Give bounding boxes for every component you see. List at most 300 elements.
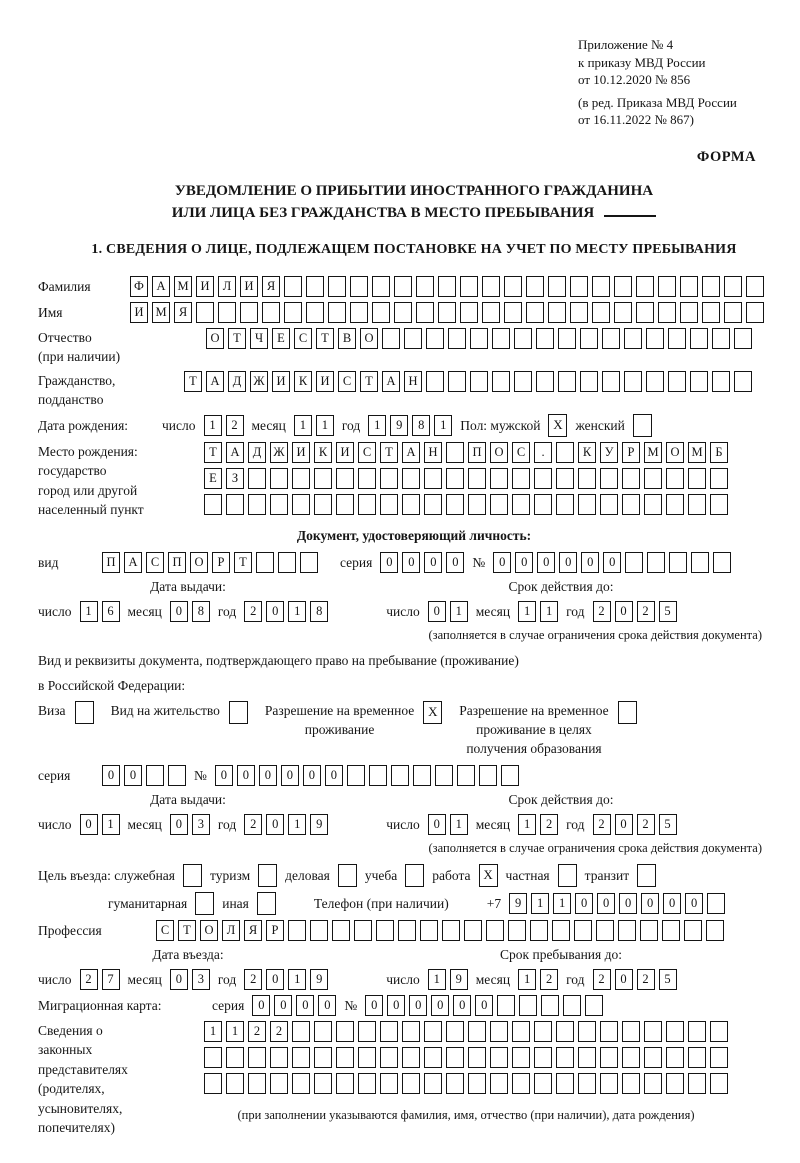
profession-cell[interactable] (706, 920, 724, 941)
purpose-transit-checkbox[interactable] (637, 864, 656, 887)
res-number-cell[interactable] (479, 765, 497, 786)
mc-number-cell[interactable]: 0 (409, 995, 427, 1016)
surname-cell[interactable] (416, 276, 434, 297)
legal-reps-row2-cell[interactable] (226, 1047, 244, 1068)
doc-number-cell[interactable]: 0 (559, 552, 577, 573)
citizenship-cell[interactable] (690, 371, 708, 392)
birth-place-row1-cell[interactable]: И (292, 442, 310, 463)
purpose-work-checkbox[interactable]: X (479, 864, 498, 887)
res-series-cell[interactable]: 0 (102, 765, 120, 786)
legal-reps-row3-cell[interactable] (490, 1073, 508, 1094)
entry-year-cell[interactable]: 2 (244, 969, 262, 990)
identity-valid-day-cell[interactable]: 0 (428, 601, 446, 622)
patronymic-cell[interactable] (602, 328, 620, 349)
doc-number-cell[interactable] (713, 552, 731, 573)
doc-number-cell[interactable]: 0 (603, 552, 621, 573)
doc-series-cell[interactable]: 0 (446, 552, 464, 573)
citizenship-cell[interactable]: И (316, 371, 334, 392)
res-number-cell[interactable]: 0 (237, 765, 255, 786)
legal-reps-row3-cell[interactable] (226, 1073, 244, 1094)
birth-place-row1-cell[interactable]: Д (248, 442, 266, 463)
patronymic-cell[interactable] (470, 328, 488, 349)
patronymic-cell[interactable] (514, 328, 532, 349)
birth-year-cell[interactable]: 8 (412, 415, 430, 436)
patronymic-cell[interactable] (690, 328, 708, 349)
profession-cell[interactable] (354, 920, 372, 941)
legal-reps-row1-cell[interactable] (556, 1021, 574, 1042)
birth-place-row3-cell[interactable] (468, 494, 486, 515)
birth-place-row2-cell[interactable]: З (226, 468, 244, 489)
legal-reps-row1-cell[interactable] (600, 1021, 618, 1042)
given-name-cell[interactable] (724, 302, 742, 323)
patronymic-cell[interactable] (492, 328, 510, 349)
phone-cell[interactable]: 0 (685, 893, 703, 914)
surname-cell[interactable] (394, 276, 412, 297)
birth-year-cell[interactable]: 9 (390, 415, 408, 436)
given-name-cell[interactable] (262, 302, 280, 323)
identity-issue-day-cell[interactable]: 1 (80, 601, 98, 622)
legal-reps-row3-cell[interactable] (512, 1073, 530, 1094)
legal-reps-row3-cell[interactable] (556, 1073, 574, 1094)
surname-cell[interactable] (592, 276, 610, 297)
res-number-cell[interactable]: 0 (215, 765, 233, 786)
residence-valid-year-cell[interactable]: 0 (615, 814, 633, 835)
birth-place-row2-cell[interactable] (688, 468, 706, 489)
patronymic-cell[interactable]: О (360, 328, 378, 349)
legal-reps-row2-cell[interactable] (424, 1047, 442, 1068)
birth-place-row1-cell[interactable]: О (490, 442, 508, 463)
purpose-humanitarian-checkbox[interactable] (195, 892, 214, 915)
birth-place-row2-cell[interactable] (666, 468, 684, 489)
entry-day-cell[interactable]: 2 (80, 969, 98, 990)
given-name-cell[interactable] (658, 302, 676, 323)
given-name-cell[interactable] (218, 302, 236, 323)
legal-reps-row1-cell[interactable] (358, 1021, 376, 1042)
res-number-cell[interactable] (391, 765, 409, 786)
birth-place-row3-cell[interactable] (292, 494, 310, 515)
birth-place-row1-cell[interactable]: К (314, 442, 332, 463)
entry-month-cell[interactable]: 3 (192, 969, 210, 990)
citizenship-cell[interactable] (536, 371, 554, 392)
doc-number-cell[interactable] (625, 552, 643, 573)
legal-reps-row2-cell[interactable] (248, 1047, 266, 1068)
stay-month-cell[interactable]: 1 (518, 969, 536, 990)
birth-day-cell[interactable]: 1 (204, 415, 222, 436)
given-name-cell[interactable] (702, 302, 720, 323)
phone-cell[interactable]: 0 (597, 893, 615, 914)
given-name-cell[interactable] (196, 302, 214, 323)
birth-place-row3-cell[interactable] (622, 494, 640, 515)
surname-cell[interactable]: Л (218, 276, 236, 297)
given-name-cell[interactable] (350, 302, 368, 323)
birth-place-row3-cell[interactable] (688, 494, 706, 515)
residence-issue-year-cell[interactable]: 9 (310, 814, 328, 835)
given-name-cell[interactable] (680, 302, 698, 323)
doc-series-cell[interactable]: 0 (402, 552, 420, 573)
identity-issue-month-cell[interactable]: 0 (170, 601, 188, 622)
profession-cell[interactable] (662, 920, 680, 941)
birth-place-row2-cell[interactable] (270, 468, 288, 489)
legal-reps-row1-cell[interactable] (622, 1021, 640, 1042)
birth-place-row3-cell[interactable] (534, 494, 552, 515)
surname-cell[interactable]: И (240, 276, 258, 297)
profession-cell[interactable] (464, 920, 482, 941)
residence-valid-year-cell[interactable]: 2 (637, 814, 655, 835)
mc-series-cell[interactable]: 0 (296, 995, 314, 1016)
phone-cell[interactable]: 0 (641, 893, 659, 914)
sex-female-checkbox[interactable] (633, 414, 652, 437)
legal-reps-row3-cell[interactable] (270, 1073, 288, 1094)
birth-place-row3-cell[interactable] (402, 494, 420, 515)
profession-cell[interactable] (552, 920, 570, 941)
purpose-business-checkbox[interactable] (338, 864, 357, 887)
citizenship-cell[interactable] (734, 371, 752, 392)
birth-place-row2-cell[interactable]: Е (204, 468, 222, 489)
legal-reps-row2-cell[interactable] (336, 1047, 354, 1068)
legal-reps-row3-cell[interactable] (424, 1073, 442, 1094)
legal-reps-row3-cell[interactable] (446, 1073, 464, 1094)
legal-reps-row2-cell[interactable] (622, 1047, 640, 1068)
patronymic-cell[interactable] (624, 328, 642, 349)
citizenship-cell[interactable]: Т (360, 371, 378, 392)
legal-reps-row2-cell[interactable] (358, 1047, 376, 1068)
identity-valid-year-cell[interactable]: 0 (615, 601, 633, 622)
birth-place-row3-cell[interactable] (490, 494, 508, 515)
legal-reps-row1-cell[interactable] (512, 1021, 530, 1042)
citizenship-cell[interactable] (712, 371, 730, 392)
citizenship-cell[interactable] (558, 371, 576, 392)
doc-kind-cell[interactable]: П (168, 552, 186, 573)
birth-place-row2-cell[interactable] (380, 468, 398, 489)
citizenship-cell[interactable]: Т (184, 371, 202, 392)
legal-reps-row1-cell[interactable] (644, 1021, 662, 1042)
legal-reps-row3-cell[interactable] (666, 1073, 684, 1094)
identity-issue-day-cell[interactable]: 6 (102, 601, 120, 622)
legal-reps-row2-cell[interactable] (688, 1047, 706, 1068)
birth-place-row2-cell[interactable] (446, 468, 464, 489)
surname-cell[interactable] (548, 276, 566, 297)
patronymic-cell[interactable] (382, 328, 400, 349)
res-number-cell[interactable]: 0 (325, 765, 343, 786)
given-name-cell[interactable] (438, 302, 456, 323)
entry-year-cell[interactable]: 9 (310, 969, 328, 990)
surname-cell[interactable] (460, 276, 478, 297)
legal-reps-row2-cell[interactable] (314, 1047, 332, 1068)
profession-cell[interactable] (574, 920, 592, 941)
surname-cell[interactable] (504, 276, 522, 297)
legal-reps-row1-cell[interactable]: 2 (248, 1021, 266, 1042)
residence-issue-day-cell[interactable]: 1 (102, 814, 120, 835)
birth-place-row1-cell[interactable]: О (666, 442, 684, 463)
doc-number-cell[interactable]: 0 (537, 552, 555, 573)
purpose-official-checkbox[interactable] (183, 864, 202, 887)
legal-reps-row2-cell[interactable] (644, 1047, 662, 1068)
res-number-cell[interactable] (369, 765, 387, 786)
birth-place-row3-cell[interactable] (710, 494, 728, 515)
legal-reps-row1-cell[interactable] (336, 1021, 354, 1042)
mc-number-cell[interactable] (541, 995, 559, 1016)
doc-kind-cell[interactable]: О (190, 552, 208, 573)
given-name-cell[interactable] (482, 302, 500, 323)
stay-year-cell[interactable]: 5 (659, 969, 677, 990)
residence-valid-month-cell[interactable]: 1 (518, 814, 536, 835)
given-name-cell[interactable] (548, 302, 566, 323)
patronymic-cell[interactable] (426, 328, 444, 349)
res-number-cell[interactable]: 0 (259, 765, 277, 786)
profession-cell[interactable] (310, 920, 328, 941)
mc-number-cell[interactable]: 0 (431, 995, 449, 1016)
given-name-cell[interactable] (614, 302, 632, 323)
patronymic-cell[interactable]: В (338, 328, 356, 349)
stay-day-cell[interactable]: 9 (450, 969, 468, 990)
doc-series-cell[interactable]: 0 (424, 552, 442, 573)
birth-place-row3-cell[interactable] (226, 494, 244, 515)
entry-year-cell[interactable]: 0 (266, 969, 284, 990)
birth-year-cell[interactable]: 1 (434, 415, 452, 436)
patronymic-cell[interactable] (536, 328, 554, 349)
given-name-cell[interactable] (570, 302, 588, 323)
legal-reps-row3-cell[interactable] (600, 1073, 618, 1094)
birth-place-row3-cell[interactable] (644, 494, 662, 515)
given-name-cell[interactable]: М (152, 302, 170, 323)
residence-issue-day-cell[interactable]: 0 (80, 814, 98, 835)
legal-reps-row1-cell[interactable] (666, 1021, 684, 1042)
patronymic-cell[interactable] (712, 328, 730, 349)
res-number-cell[interactable]: 0 (281, 765, 299, 786)
given-name-cell[interactable] (460, 302, 478, 323)
residence-issue-year-cell[interactable]: 0 (266, 814, 284, 835)
legal-reps-row3-cell[interactable] (248, 1073, 266, 1094)
legal-reps-row2-cell[interactable] (512, 1047, 530, 1068)
legal-reps-row2-cell[interactable] (556, 1047, 574, 1068)
legal-reps-row2-cell[interactable] (600, 1047, 618, 1068)
profession-cell[interactable] (486, 920, 504, 941)
profession-cell[interactable] (596, 920, 614, 941)
residence-valid-day-cell[interactable]: 0 (428, 814, 446, 835)
residence-issue-year-cell[interactable]: 2 (244, 814, 262, 835)
legal-reps-row3-cell[interactable] (204, 1073, 222, 1094)
legal-reps-row1-cell[interactable]: 1 (226, 1021, 244, 1042)
stay-year-cell[interactable]: 0 (615, 969, 633, 990)
surname-cell[interactable] (636, 276, 654, 297)
visa-checkbox[interactable] (75, 701, 94, 724)
legal-reps-row1-cell[interactable] (446, 1021, 464, 1042)
entry-year-cell[interactable]: 1 (288, 969, 306, 990)
res-series-cell[interactable] (146, 765, 164, 786)
surname-cell[interactable]: М (174, 276, 192, 297)
birth-month-cell[interactable]: 1 (316, 415, 334, 436)
birth-place-row1-cell[interactable]: Т (380, 442, 398, 463)
surname-cell[interactable] (680, 276, 698, 297)
stay-month-cell[interactable]: 2 (540, 969, 558, 990)
patronymic-cell[interactable]: Т (316, 328, 334, 349)
legal-reps-row3-cell[interactable] (292, 1073, 310, 1094)
given-name-cell[interactable] (746, 302, 764, 323)
given-name-cell[interactable] (636, 302, 654, 323)
phone-cell[interactable]: 0 (575, 893, 593, 914)
birth-place-row2-cell[interactable] (336, 468, 354, 489)
doc-kind-cell[interactable] (256, 552, 274, 573)
identity-issue-month-cell[interactable]: 8 (192, 601, 210, 622)
patronymic-cell[interactable]: С (294, 328, 312, 349)
birth-place-row3-cell[interactable] (270, 494, 288, 515)
profession-cell[interactable]: Я (244, 920, 262, 941)
identity-valid-year-cell[interactable]: 2 (637, 601, 655, 622)
birth-place-row3-cell[interactable] (248, 494, 266, 515)
legal-reps-row2-cell[interactable] (468, 1047, 486, 1068)
identity-issue-year-cell[interactable]: 1 (288, 601, 306, 622)
citizenship-cell[interactable] (448, 371, 466, 392)
legal-reps-row1-cell[interactable] (468, 1021, 486, 1042)
surname-cell[interactable] (482, 276, 500, 297)
res-number-cell[interactable]: 0 (303, 765, 321, 786)
profession-cell[interactable] (288, 920, 306, 941)
phone-cell[interactable]: 0 (663, 893, 681, 914)
legal-reps-row3-cell[interactable] (358, 1073, 376, 1094)
profession-cell[interactable]: Р (266, 920, 284, 941)
temporary-residence-permit-checkbox[interactable]: X (423, 701, 442, 724)
birth-place-row3-cell[interactable] (380, 494, 398, 515)
identity-valid-year-cell[interactable]: 2 (593, 601, 611, 622)
stay-year-cell[interactable]: 2 (637, 969, 655, 990)
phone-cell[interactable]: 1 (553, 893, 571, 914)
legal-reps-row2-cell[interactable] (666, 1047, 684, 1068)
birth-place-row3-cell[interactable] (666, 494, 684, 515)
legal-reps-row1-cell[interactable] (402, 1021, 420, 1042)
stay-day-cell[interactable]: 1 (428, 969, 446, 990)
res-number-cell[interactable] (347, 765, 365, 786)
res-number-cell[interactable] (501, 765, 519, 786)
birth-place-row1-cell[interactable]: Ж (270, 442, 288, 463)
legal-reps-row2-cell[interactable] (380, 1047, 398, 1068)
legal-reps-row3-cell[interactable] (578, 1073, 596, 1094)
purpose-tourism-checkbox[interactable] (258, 864, 277, 887)
birth-place-row2-cell[interactable] (490, 468, 508, 489)
residence-permit-checkbox[interactable] (229, 701, 248, 724)
legal-reps-row1-cell[interactable] (534, 1021, 552, 1042)
given-name-cell[interactable] (328, 302, 346, 323)
doc-kind-cell[interactable]: А (124, 552, 142, 573)
patronymic-cell[interactable] (404, 328, 422, 349)
birth-place-row3-cell[interactable] (446, 494, 464, 515)
legal-reps-row1-cell[interactable] (380, 1021, 398, 1042)
patronymic-cell[interactable] (448, 328, 466, 349)
surname-cell[interactable] (372, 276, 390, 297)
identity-valid-day-cell[interactable]: 1 (450, 601, 468, 622)
doc-number-cell[interactable]: 0 (515, 552, 533, 573)
patronymic-cell[interactable]: Е (272, 328, 290, 349)
legal-reps-row2-cell[interactable] (446, 1047, 464, 1068)
patronymic-cell[interactable] (734, 328, 752, 349)
patronymic-cell[interactable]: Т (228, 328, 246, 349)
residence-issue-month-cell[interactable]: 3 (192, 814, 210, 835)
residence-valid-year-cell[interactable]: 2 (593, 814, 611, 835)
legal-reps-row3-cell[interactable] (336, 1073, 354, 1094)
mc-number-cell[interactable] (497, 995, 515, 1016)
patronymic-cell[interactable] (668, 328, 686, 349)
profession-cell[interactable]: Л (222, 920, 240, 941)
birth-place-row2-cell[interactable] (710, 468, 728, 489)
birth-place-row1-cell[interactable]: У (600, 442, 618, 463)
citizenship-cell[interactable]: А (382, 371, 400, 392)
surname-cell[interactable]: Ф (130, 276, 148, 297)
doc-series-cell[interactable]: 0 (380, 552, 398, 573)
mc-series-cell[interactable]: 0 (274, 995, 292, 1016)
surname-cell[interactable] (438, 276, 456, 297)
citizenship-cell[interactable] (602, 371, 620, 392)
surname-cell[interactable] (284, 276, 302, 297)
birth-place-row1-cell[interactable]: К (578, 442, 596, 463)
birth-place-row1-cell[interactable]: Р (622, 442, 640, 463)
birth-place-row1-cell[interactable]: С (512, 442, 530, 463)
doc-kind-cell[interactable] (278, 552, 296, 573)
res-series-cell[interactable]: 0 (124, 765, 142, 786)
residence-valid-month-cell[interactable]: 2 (540, 814, 558, 835)
patronymic-cell[interactable] (646, 328, 664, 349)
given-name-cell[interactable] (526, 302, 544, 323)
birth-place-row1-cell[interactable]: А (402, 442, 420, 463)
birth-place-row1-cell[interactable]: М (644, 442, 662, 463)
profession-cell[interactable] (640, 920, 658, 941)
birth-place-row3-cell[interactable] (600, 494, 618, 515)
legal-reps-row1-cell[interactable] (710, 1021, 728, 1042)
legal-reps-row2-cell[interactable] (204, 1047, 222, 1068)
surname-cell[interactable] (570, 276, 588, 297)
profession-cell[interactable]: Т (178, 920, 196, 941)
patronymic-cell[interactable]: Ч (250, 328, 268, 349)
birth-place-row3-cell[interactable] (314, 494, 332, 515)
doc-kind-cell[interactable] (300, 552, 318, 573)
legal-reps-row1-cell[interactable] (688, 1021, 706, 1042)
identity-valid-year-cell[interactable]: 5 (659, 601, 677, 622)
birth-place-row3-cell[interactable] (424, 494, 442, 515)
residence-valid-year-cell[interactable]: 5 (659, 814, 677, 835)
given-name-cell[interactable] (416, 302, 434, 323)
entry-day-cell[interactable]: 7 (102, 969, 120, 990)
phone-cell[interactable] (707, 893, 725, 914)
birth-place-row3-cell[interactable] (578, 494, 596, 515)
stay-year-cell[interactable]: 2 (593, 969, 611, 990)
legal-reps-row3-cell[interactable] (380, 1073, 398, 1094)
surname-cell[interactable] (658, 276, 676, 297)
birth-place-row2-cell[interactable] (468, 468, 486, 489)
surname-cell[interactable] (350, 276, 368, 297)
birth-place-row3-cell[interactable] (556, 494, 574, 515)
doc-number-cell[interactable] (669, 552, 687, 573)
citizenship-cell[interactable]: Н (404, 371, 422, 392)
profession-cell[interactable]: О (200, 920, 218, 941)
profession-cell[interactable] (442, 920, 460, 941)
identity-issue-year-cell[interactable]: 8 (310, 601, 328, 622)
legal-reps-row3-cell[interactable] (468, 1073, 486, 1094)
birth-place-row2-cell[interactable] (358, 468, 376, 489)
purpose-other-checkbox[interactable] (257, 892, 276, 915)
mc-number-cell[interactable] (519, 995, 537, 1016)
profession-cell[interactable] (420, 920, 438, 941)
surname-cell[interactable] (724, 276, 742, 297)
birth-place-row1-cell[interactable]: С (358, 442, 376, 463)
surname-cell[interactable] (526, 276, 544, 297)
surname-cell[interactable]: И (196, 276, 214, 297)
profession-cell[interactable] (398, 920, 416, 941)
birth-place-row3-cell[interactable] (336, 494, 354, 515)
birth-day-cell[interactable]: 2 (226, 415, 244, 436)
birth-place-row3-cell[interactable] (512, 494, 530, 515)
citizenship-cell[interactable]: К (294, 371, 312, 392)
mc-number-cell[interactable] (563, 995, 581, 1016)
patronymic-cell[interactable]: О (206, 328, 224, 349)
birth-place-row1-cell[interactable] (446, 442, 464, 463)
